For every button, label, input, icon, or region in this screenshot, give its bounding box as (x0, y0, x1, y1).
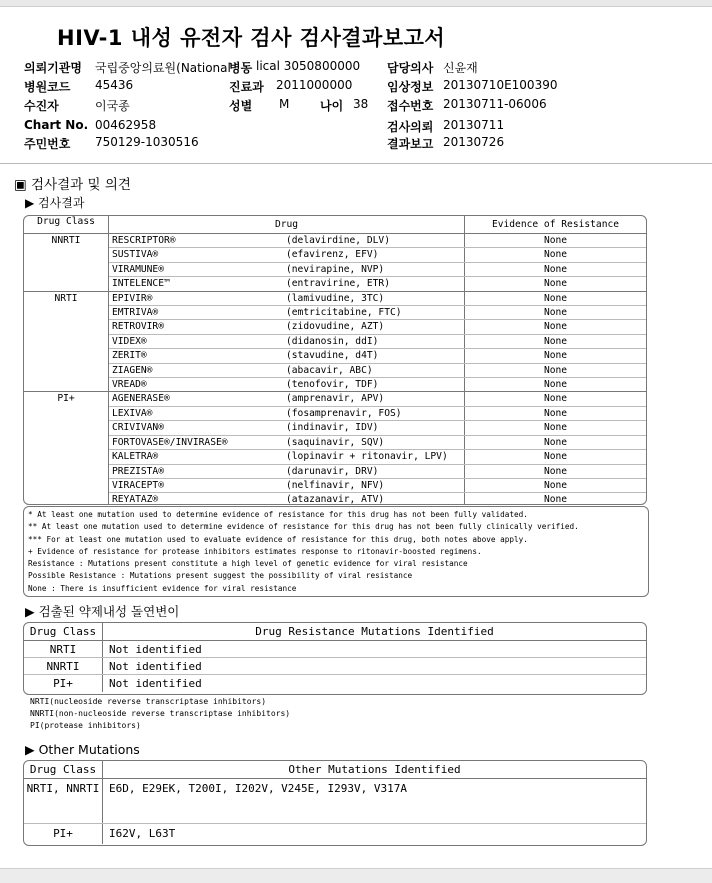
drug-class-cell: PI+ (24, 392, 109, 505)
drug-brand-name: FORTOVASE®/INVIRASE® (109, 435, 287, 449)
drug-generic-name: (zidovudine, AZT) (286, 320, 465, 334)
table-row (24, 641, 646, 658)
drug-generic-name: (amprenavir, APV) (286, 392, 465, 406)
drug-brand-name: EMTRIVA® (109, 306, 287, 320)
evidence-of-resistance: None (465, 291, 647, 305)
clinical-info-label: 임상정보 (387, 80, 434, 94)
abbreviation-line: NNRTI(non-nucleoside reverse transcriptase inhibitors) (30, 709, 291, 718)
drug-class-cell: NNRTI (24, 234, 109, 292)
row-value: E6D, E29EK, T200I, I202V, V245E, I293V, V317A (103, 779, 647, 824)
evidence-of-resistance: None (465, 320, 647, 334)
drug-generic-name: (darunavir, DRV) (286, 464, 465, 478)
drug-generic-name: (fosamprenavir, FOS) (286, 406, 465, 420)
table-row (24, 320, 646, 334)
institution-value: 국립중앙의료원(National (95, 61, 231, 75)
row-value: Not identified (109, 676, 202, 690)
doctor-label: 담당의사 (387, 61, 434, 75)
abbreviation-line: PI(protease inhibitors) (30, 721, 141, 730)
drug-brand-name: VIRAMUNE® (109, 262, 287, 276)
section-results-and-opinion: ▣ 검사결과 및 의견 (14, 177, 131, 193)
evidence-of-resistance: None (465, 435, 647, 449)
evidence-of-resistance: None (465, 450, 647, 464)
drug-generic-name: (entravirine, ETR) (286, 277, 465, 291)
header-drug-class: Drug Class (24, 623, 103, 641)
drug-brand-name: EPIVIR® (109, 291, 287, 305)
note-line: ** At least one mutation used to determine evidence of resistance for this drug has not been fully clinically verified. (28, 522, 579, 532)
notes-box (23, 506, 649, 597)
evidence-of-resistance: None (465, 493, 647, 505)
table-row (24, 779, 646, 824)
row-value: Not identified (103, 658, 647, 675)
note-line: None : There is insufficient evidence for viral resistance (28, 583, 297, 593)
department-label: 진료과 (229, 80, 264, 94)
evidence-of-resistance: None (465, 478, 647, 492)
header-divider (0, 163, 712, 164)
evidence-of-resistance: None (465, 406, 647, 420)
rrn-label: 주민번호 (24, 137, 71, 151)
rrn-value: 750129-1030516 (95, 135, 199, 149)
drug-brand-name: RETROVIR® (109, 320, 287, 334)
row-class: NNRTI (24, 658, 103, 675)
evidence-of-resistance: None (465, 262, 647, 276)
drug-generic-name: (nelfinavir, NFV) (286, 478, 465, 492)
header-drug-class: Drug Class (24, 216, 109, 234)
drug-brand-name: PREZISTA® (109, 464, 287, 478)
table-row (24, 378, 646, 392)
header-mutations: Drug Resistance Mutations Identified (103, 623, 647, 641)
drug-resistance-table (23, 215, 647, 505)
row-value: Not identified (103, 641, 647, 658)
receipt-label: 접수번호 (387, 99, 434, 113)
drug-brand-name: KALETRA® (109, 450, 287, 464)
drug-generic-name: (lamivudine, 3TC) (286, 291, 465, 305)
report-date-label: 결과보고 (387, 137, 434, 151)
table-row (24, 658, 646, 675)
table-row (24, 248, 646, 262)
sex-label: 성별 (229, 99, 253, 113)
drug-brand-name: ZIAGEN® (109, 363, 287, 377)
report-title: HIV-1 내성 유전자 검사 검사결과보고서 (57, 26, 446, 50)
patient-value: 이국종 (95, 99, 130, 113)
table-row (24, 234, 646, 248)
bottom-bar (0, 868, 712, 883)
table-row (24, 675, 646, 692)
evidence-of-resistance: None (465, 334, 647, 348)
hospital-code-value: 45436 (95, 78, 134, 92)
evidence-of-resistance: None (465, 392, 647, 406)
drug-generic-name: (indinavir, IDV) (286, 421, 465, 435)
table-row (24, 464, 646, 478)
row-value: I62V, L63T (109, 827, 176, 841)
drug-class-cell: NRTI (24, 291, 109, 392)
drug-brand-name: RESCRIPTOR® (109, 234, 287, 248)
header-drug-class: Drug Class (24, 761, 103, 779)
drug-brand-name: LEXIVA® (109, 406, 287, 420)
drug-generic-name: (atazanavir, ATV) (286, 493, 465, 505)
table-row (24, 363, 646, 377)
other-mutations-table (23, 760, 647, 846)
age-label: 나이 (320, 99, 344, 113)
drug-generic-name: (saquinavir, SQV) (286, 435, 465, 449)
drug-brand-name: REYATAZ® (109, 493, 287, 505)
clinical-info-value: 20130710E100390 (443, 78, 558, 92)
evidence-of-resistance: None (465, 306, 647, 320)
drug-generic-name: (stavudine, d4T) (286, 349, 465, 363)
drug-generic-name: (didanosin, ddI) (286, 334, 465, 348)
evidence-of-resistance: None (465, 378, 647, 392)
request-date-label: 검사의뢰 (387, 120, 434, 134)
drug-generic-name: (delavirdine, DLV) (286, 234, 465, 248)
table-row (24, 291, 646, 305)
table-row (24, 450, 646, 464)
header-evidence: Evidence of Resistance (465, 216, 647, 234)
drug-brand-name: SUSTIVA® (109, 248, 287, 262)
table-row (24, 392, 646, 406)
evidence-of-resistance: None (465, 277, 647, 291)
drug-generic-name: (efavirenz, EFV) (286, 248, 465, 262)
report-date-value: 20130726 (443, 135, 505, 149)
ward-value: lical 3050800000 (256, 59, 361, 73)
evidence-of-resistance: None (465, 234, 647, 248)
drug-brand-name: CRIVIVAN® (109, 421, 287, 435)
chart-no-value: 00462958 (95, 118, 157, 132)
table-row (24, 406, 646, 420)
drug-brand-name: AGENERASE® (109, 392, 287, 406)
note-line: Possible Resistance : Mutations present suggest the possibility of viral resistance (28, 571, 413, 581)
drug-brand-name: VIRACEPT® (109, 478, 287, 492)
table-row (24, 478, 646, 492)
drug-brand-name: ZERIT® (109, 349, 287, 363)
drug-generic-name: (lopinavir + ritonavir, LPV) (286, 450, 465, 464)
hospital-code-label: 병원코드 (24, 80, 71, 94)
institution-label: 의뢰기관명 (24, 61, 82, 75)
table-row (24, 493, 646, 505)
table-row (24, 435, 646, 449)
abbreviations (30, 696, 290, 732)
table-row (24, 824, 646, 844)
section-other-mutations: ▶ Other Mutations (25, 742, 140, 757)
section-detected-mutations: ▶ 검출된 약제내성 돌연변이 (25, 604, 180, 619)
age-value: 38 (353, 97, 369, 111)
row-class: PI+ (24, 824, 103, 844)
ward-label: 병동 (229, 61, 253, 75)
doctor-value: 신윤재 (443, 61, 478, 75)
receipt-value: 20130711-06006 (443, 97, 547, 111)
note-line: Resistance : Mutations present constitute a high level of genetic evidence for viral resistance (28, 559, 468, 569)
drug-brand-name: VREAD® (109, 378, 287, 392)
table-row (24, 349, 646, 363)
evidence-of-resistance: None (465, 248, 647, 262)
evidence-of-resistance: None (465, 464, 647, 478)
drug-generic-name: (tenofovir, TDF) (286, 378, 465, 392)
header-drug: Drug (109, 216, 465, 234)
table-row (24, 306, 646, 320)
table-row (24, 334, 646, 348)
header-other-mutations: Other Mutations Identified (103, 761, 647, 779)
chart-no-label: Chart No. (24, 118, 89, 132)
drug-generic-name: (abacavir, ABC) (286, 363, 465, 377)
note-line: * At least one mutation used to determine evidence of resistance for this drug has not been fully validated. (28, 510, 528, 519)
evidence-of-resistance: None (465, 421, 647, 435)
table-row (24, 421, 646, 435)
patient-label: 수진자 (24, 99, 59, 113)
note-line: *** For at least one mutation used to evaluate evidence of resistance for this drug, both notes above apply. (28, 534, 528, 544)
abbreviation-line: NRTI(nucleoside reverse transcriptase inhibitors) (30, 697, 267, 706)
department-value: 2011000000 (276, 78, 353, 92)
evidence-of-resistance: None (465, 363, 647, 377)
row-class: NRTI, NNRTI (24, 779, 103, 824)
row-class: NRTI (24, 641, 103, 658)
note-line: + Evidence of resistance for protease inhibitors estimates response to ritonavir-boosted regimens. (28, 546, 482, 556)
table-row (24, 277, 646, 291)
top-bar (0, 0, 712, 7)
request-date-value: 20130711 (443, 118, 505, 132)
row-class: PI+ (24, 675, 103, 692)
evidence-of-resistance: None (465, 349, 647, 363)
section-test-results: ▶ 검사결과 (25, 196, 85, 210)
drug-brand-name: VIDEX® (109, 334, 287, 348)
table-row (24, 262, 646, 276)
mutation-table (23, 622, 647, 695)
drug-generic-name: (nevirapine, NVP) (286, 262, 465, 276)
drug-brand-name: INTELENCE™ (109, 277, 287, 291)
drug-generic-name: (emtricitabine, FTC) (286, 306, 465, 320)
sex-value: M (279, 97, 290, 111)
